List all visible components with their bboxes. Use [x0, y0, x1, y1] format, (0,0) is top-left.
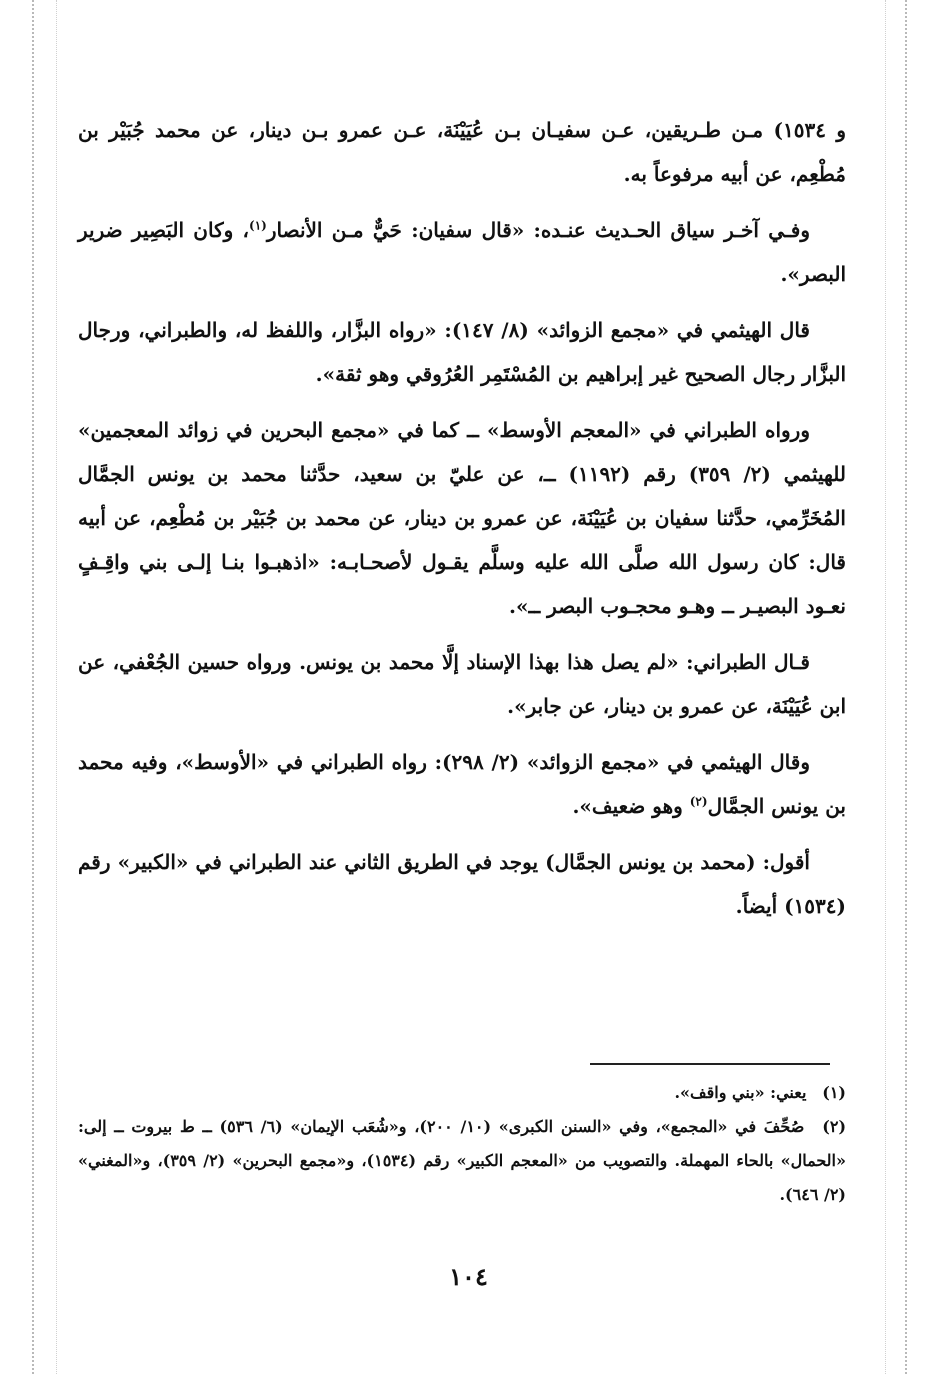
- paragraph-4: ورواه الطبراني في «المعجم الأوسط» ــ كما في «مجمع البحرين في زوائد المعجمين» للهيثمي (٢/ ٣٥٩) رقم (١١٩٢) ــ، عن عليّ بن سعيد، حدَّثنا محمد بن يونس الجمَّال المُخَرِّمي، حدَّثنا سفيان بن عُيَيْنَة، عن عمرو بن دينار، عن محمد بن جُبَيْر بن مُطْعِم، عن أبيه قال: كان رسول الله صلَّى الله عليه وسلَّم يقـول لأصحـابـه: «اذهبـوا بنـا إلـى بني واقِـفٍ نعـود البصيـر ــ وهـو محجـوب البصر ــ».: [78, 418, 846, 618]
- footnote-1-number: (١): [822, 1083, 846, 1102]
- paragraph-2: [78, 208, 846, 296]
- paragraph-3: قال الهيثمي في «مجمع الزوائد» (٨/ ١٤٧): «رواه البزَّار، واللفظ له، والطبراني، ورجال البزَّار رجال الصحيح غير إبراهيم بن المُسْتَمِر العُرُوقي وهو ثقة».: [78, 318, 846, 386]
- footnote-2-number: (٢): [822, 1117, 847, 1136]
- footnotes: [78, 1076, 846, 1212]
- footnote-2-text: صُحِّفَ في «المجمع»، وفي «السنن الكبرى» (١٠/ ٢٠٠)، و«شُعَب الإيمان» (٦/ ٥٣٦) ــ ط بيروت ــ إلى: «الحمال» بالحاء المهملة. والتصويب من «المعجم الكبير» رقم (١٥٣٤)، و«مجمع البحرين» (٢/ ٣٥٩)، و«المغني» (٢/ ٦٤٦).: [78, 1117, 847, 1204]
- paragraph-2-tail: ، وكان البَصِير ضرير البصر».: [78, 218, 846, 286]
- footnote-ref-1[interactable]: (١): [249, 218, 267, 233]
- main-text: [78, 108, 846, 940]
- footnote-1: [78, 1076, 846, 1110]
- paragraph-6-tail: وهو ضعيف».: [572, 794, 690, 818]
- paragraph-7: أقول: (محمد بن يونس الجمَّال) يوجد في الطريق الثاني عند الطبراني في «الكبير» رقم (١٥٣٤) أيضاً.: [78, 850, 846, 918]
- scan-margin-dots-left-inner: [56, 0, 57, 1374]
- footnote-ref-2[interactable]: (٢): [689, 794, 708, 809]
- footnote-separator: [590, 1063, 830, 1065]
- paragraph-5: قـال الطبراني: «لم يصل هذا بهذا الإسناد إلَّا محمد بن يونس. ورواه حسين الجُعْفي، عن ابن عُيَيْنَة، عن عمرو بن دينار، عن جابر».: [78, 650, 846, 718]
- scan-margin-dots-left: [32, 0, 34, 1374]
- paragraph-6: [78, 740, 846, 828]
- paragraph-2-text: وفـي آخـر سياق الحـديث عنـده: «قال سفيان: حَيٌّ مـن الأنصار: [266, 218, 810, 242]
- footnote-1-text: يعني: «بني واقف».: [674, 1083, 807, 1102]
- scan-margin-dots-right-inner: [885, 0, 886, 1374]
- footnote-2: [78, 1110, 846, 1212]
- paragraph-6-text: وقال الهيثمي في «مجمع الزوائد» (٢/ ٢٩٨): رواه الطبراني في «الأوسط»، وفيه محمد بن يونس الجمَّال: [78, 750, 846, 818]
- scan-margin-dots-right: [905, 0, 907, 1374]
- page-number: ١٠٤: [449, 1262, 488, 1291]
- paragraph-1: و ١٥٣٤) مـن طـريقين، عـن سفيـان بـن عُيَيْنَة، عـن عمرو بـن دينار، عن محمد جُبَيْر بن مُطْعِم، عن أبيه مرفوعاً به.: [78, 118, 846, 186]
